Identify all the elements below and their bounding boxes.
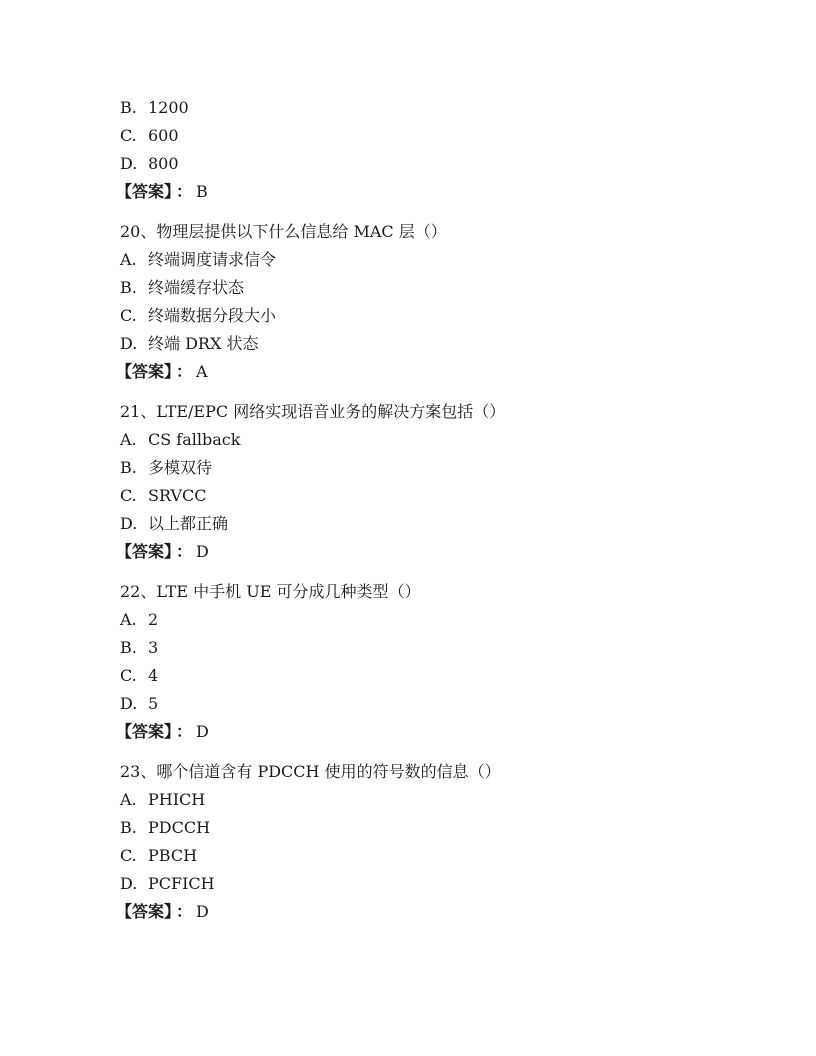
question-text: 22、LTE 中手机 UE 可分成几种类型（） [120,582,421,601]
answer-value: B [196,182,208,201]
question-block-20 [116,218,720,386]
option-c: C. 4 [120,666,159,685]
answer-value: D [196,722,209,741]
document-page [116,94,720,926]
option-d: D. 终端 DRX 状态 [120,334,259,353]
question-block-21 [116,398,720,566]
question-block-19 [116,94,720,206]
option-a: A. CS fallback [120,430,241,449]
option-d: D. 以上都正确 [120,514,229,533]
answer-label: 【答案】 [116,182,173,201]
answer-label: 【答案】 [116,722,173,741]
answer-line: 【答案】 ： D [116,722,209,741]
option-d: D. 5 [120,694,159,713]
question-block-22 [116,578,720,746]
option-a: A. 终端调度请求信令 [120,250,277,269]
answer-line: 【答案】 ： A [116,362,208,381]
option-b: B. 1200 [120,98,189,117]
option-a: A. 2 [120,610,159,629]
option-d: D. PCFICH [120,874,215,893]
question-text: 21、LTE/EPC 网络实现语音业务的解决方案包括（） [120,402,506,421]
option-c: C. PBCH [120,846,198,865]
question-block-23 [116,758,720,926]
answer-value: D [196,542,209,561]
answer-line: 【答案】 ： D [116,902,209,921]
option-c: C. 终端数据分段大小 [120,306,277,325]
option-b: B. 多模双待 [120,458,213,477]
answer-label: 【答案】 [116,362,173,381]
option-b: B. 3 [120,638,159,657]
answer-value: A [196,362,208,381]
option-b: B. 终端缓存状态 [120,278,245,297]
option-b: B. PDCCH [120,818,211,837]
answer-label: 【答案】 [116,542,173,561]
option-a: A. PHICH [120,790,206,809]
option-c: C. 600 [120,126,179,145]
answer-label: 【答案】 [116,902,173,921]
answer-line: 【答案】 ： D [116,542,209,561]
question-text: 23、哪个信道含有 PDCCH 使用的符号数的信息（） [120,762,501,781]
option-d: D. 800 [120,154,179,173]
answer-value: D [196,902,209,921]
answer-line: 【答案】 ： B [116,182,208,201]
option-c: C. SRVCC [120,486,207,505]
question-text: 20、物理层提供以下什么信息给 MAC 层（） [120,222,447,241]
